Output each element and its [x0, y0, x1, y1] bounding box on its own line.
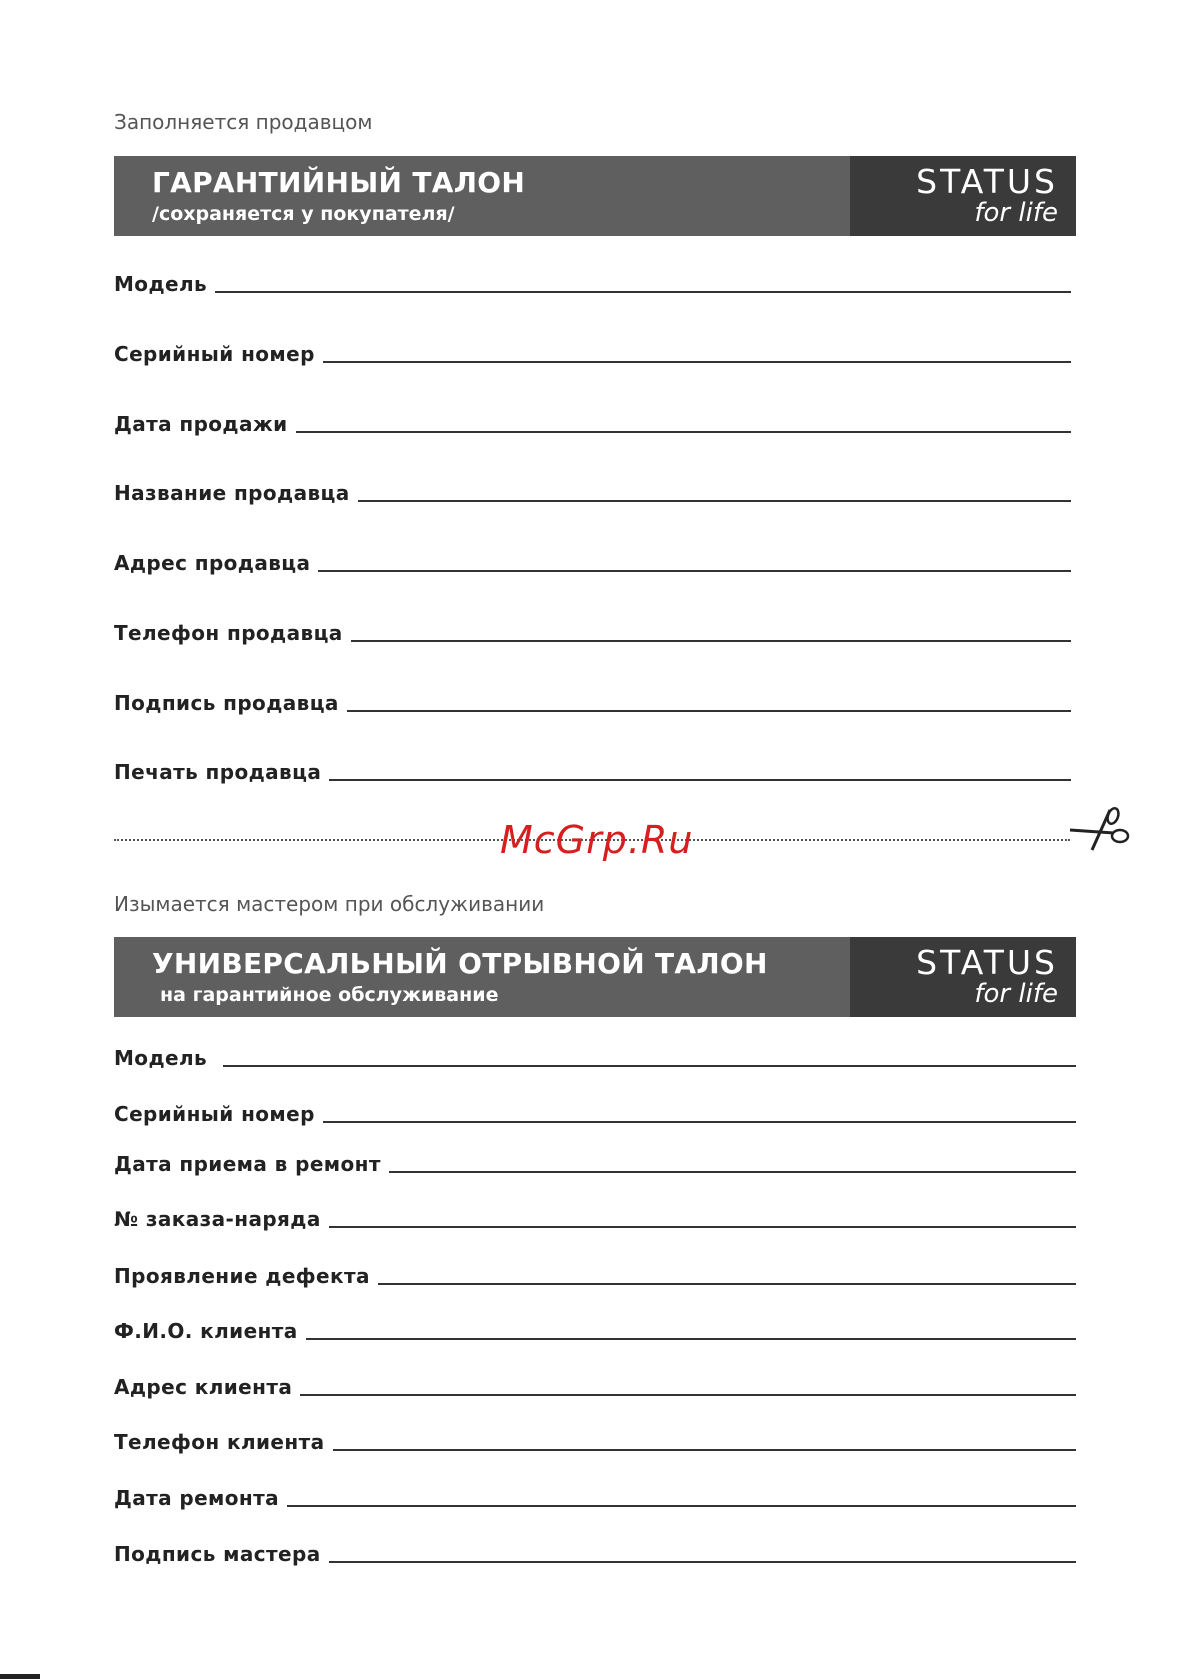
field-fill-line[interactable]	[329, 779, 1071, 781]
field-fill-line[interactable]	[323, 1121, 1076, 1123]
field-label: Название продавца	[114, 481, 350, 505]
service-coupon-title: УНИВЕРСАЛЬНЫЙ ОТРЫВНОЙ ТАЛОН	[152, 947, 768, 980]
scissors-icon	[1068, 806, 1138, 856]
field-fill-line[interactable]	[347, 710, 1071, 712]
field-fill-line[interactable]	[306, 1338, 1076, 1340]
field-client-phone[interactable]	[114, 1424, 1076, 1454]
field-label: Серийный номер	[114, 1102, 315, 1126]
field-label: Дата ремонта	[114, 1486, 280, 1510]
field-model[interactable]	[114, 266, 1071, 296]
field-fill-line[interactable]	[378, 1283, 1076, 1285]
field-fill-line[interactable]	[351, 640, 1071, 642]
field-label: № заказа-наряда	[114, 1207, 321, 1231]
warranty-card-title: ГАРАНТИЙНЫЙ ТАЛОН	[152, 166, 526, 199]
field-label: Адрес клиента	[114, 1375, 293, 1399]
banner-text	[114, 937, 850, 1017]
field-seller-name[interactable]	[114, 475, 1071, 505]
field-seller-signature[interactable]	[114, 685, 1071, 715]
banner-text	[114, 156, 850, 236]
field-fill-line[interactable]	[329, 1561, 1076, 1563]
field-model[interactable]	[114, 1040, 1076, 1070]
field-fill-line[interactable]	[358, 500, 1071, 502]
section2-caption: Изымается мастером при обслуживании	[114, 892, 545, 916]
field-serial-number[interactable]	[114, 336, 1071, 366]
field-label: Телефон клиента	[114, 1430, 325, 1454]
logo-sub-text: for life	[974, 978, 1058, 1009]
field-technician-signature[interactable]	[114, 1536, 1076, 1566]
field-repair-date[interactable]	[114, 1480, 1076, 1510]
status-logo	[850, 156, 1076, 236]
field-fill-line[interactable]	[287, 1505, 1076, 1507]
service-coupon-banner	[114, 937, 1076, 1017]
field-client-address[interactable]	[114, 1369, 1076, 1399]
field-work-order-number[interactable]	[114, 1201, 1076, 1231]
field-label: Телефон продавца	[114, 621, 343, 645]
logo-main-text: STATUS	[916, 942, 1058, 982]
field-client-name[interactable]	[114, 1313, 1076, 1343]
field-fill-line[interactable]	[215, 291, 1071, 293]
field-seller-stamp[interactable]	[114, 754, 1071, 784]
field-fill-line[interactable]	[323, 361, 1071, 363]
field-fill-line[interactable]	[318, 570, 1071, 572]
watermark: McGrp.Ru	[500, 818, 694, 862]
logo-main-text: STATUS	[916, 161, 1058, 201]
corner-mark	[0, 1674, 40, 1679]
field-label: Подпись мастера	[114, 1542, 321, 1566]
field-label: Дата приема в ремонт	[114, 1152, 381, 1176]
field-seller-address[interactable]	[114, 545, 1071, 575]
field-label: Ф.И.О. клиента	[114, 1319, 298, 1343]
section1-caption: Заполняется продавцом	[114, 110, 373, 134]
field-label: Серийный номер	[114, 342, 315, 366]
field-label: Адрес продавца	[114, 551, 311, 575]
field-fill-line[interactable]	[389, 1171, 1076, 1173]
service-coupon-subtitle: на гарантийное обслуживание	[160, 984, 499, 1006]
field-fill-line[interactable]	[296, 431, 1071, 433]
status-logo	[850, 937, 1076, 1017]
warranty-card-subtitle: /сохраняется у покупателя/	[152, 203, 455, 225]
field-label: Подпись продавца	[114, 691, 339, 715]
field-fill-line[interactable]	[329, 1226, 1076, 1228]
field-repair-intake-date[interactable]	[114, 1146, 1076, 1176]
field-fill-line[interactable]	[223, 1065, 1076, 1067]
field-label: Печать продавца	[114, 760, 322, 784]
field-serial-number[interactable]	[114, 1096, 1076, 1126]
field-sale-date[interactable]	[114, 406, 1071, 436]
field-fill-line[interactable]	[333, 1449, 1077, 1451]
warranty-card-banner	[114, 156, 1076, 236]
field-seller-phone[interactable]	[114, 615, 1071, 645]
field-fill-line[interactable]	[300, 1394, 1076, 1396]
field-label: Дата продажи	[114, 412, 288, 436]
field-defect-description[interactable]	[114, 1258, 1076, 1288]
field-label: Проявление дефекта	[114, 1264, 370, 1288]
field-label: Модель	[114, 272, 208, 296]
logo-sub-text: for life	[974, 197, 1058, 228]
field-label: Модель	[114, 1046, 208, 1070]
